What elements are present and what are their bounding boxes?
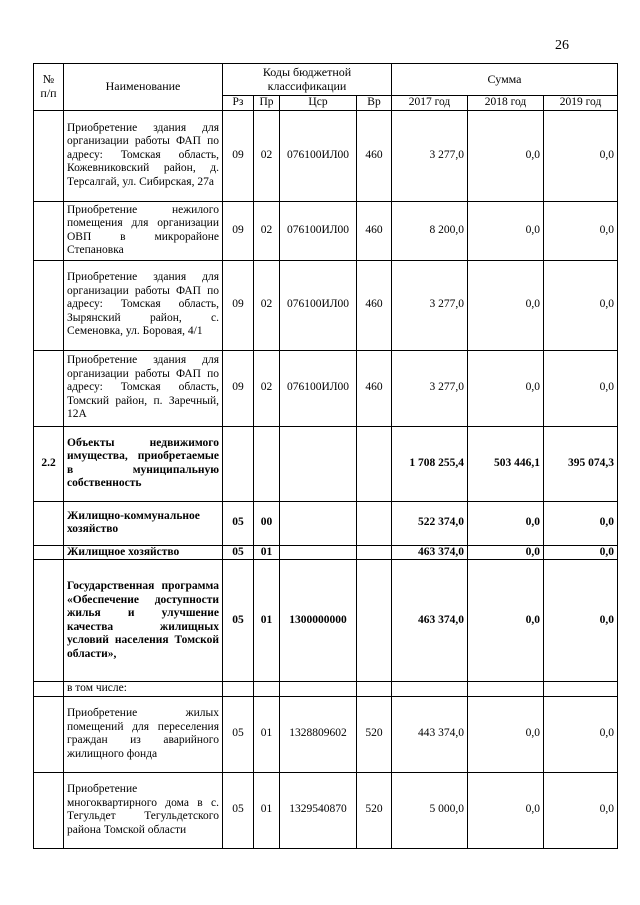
row-csr: 076100ИЛ00 [280, 201, 357, 260]
row-sum-2019: 0,0 [544, 501, 618, 545]
row-num [34, 772, 64, 848]
row-rz: 05 [223, 696, 254, 772]
row-sum-2019: 0,0 [544, 110, 618, 201]
row-sum-2018: 0,0 [468, 545, 544, 560]
row-csr [280, 545, 357, 560]
row-name: Приобретение здания для организации работы ФАП по адресу: Томская область, Зырянский район, с. Семеновка, ул. Боровая, 4/1 [64, 260, 223, 350]
row-vr: 460 [357, 201, 392, 260]
row-sum-2019: 0,0 [544, 260, 618, 350]
row-sum-2019: 0,0 [544, 350, 618, 426]
header-2017: 2017 год [392, 96, 468, 111]
row-rz [223, 426, 254, 501]
row-sum-2018: 0,0 [468, 696, 544, 772]
row-sum-2017: 3 277,0 [392, 350, 468, 426]
row-pr: 02 [254, 201, 280, 260]
row-csr: 1328809602 [280, 696, 357, 772]
header-pr: Пр [254, 96, 280, 111]
row-pr: 02 [254, 260, 280, 350]
header-vr: Вр [357, 96, 392, 111]
row-num [34, 260, 64, 350]
row-sum-2017: 1 708 255,4 [392, 426, 468, 501]
row-sum-2017: 443 374,0 [392, 696, 468, 772]
row-vr: 460 [357, 110, 392, 201]
row-sum-2019: 0,0 [544, 696, 618, 772]
row-sum-2017: 463 374,0 [392, 545, 468, 560]
row-pr: 02 [254, 110, 280, 201]
row-vr [357, 560, 392, 682]
row-csr: 076100ИЛ00 [280, 260, 357, 350]
row-num [34, 545, 64, 560]
row-vr: 520 [357, 772, 392, 848]
row-pr: 01 [254, 772, 280, 848]
row-rz: 05 [223, 545, 254, 560]
header-rz: Рз [223, 96, 254, 111]
row-sum-2018: 0,0 [468, 350, 544, 426]
page-number: 26 [555, 38, 569, 53]
row-name: Приобретение многоквартирного дома в с. Тегульдет Тегульдетского района Томской области [64, 772, 223, 848]
header-codes: Коды бюджетной классификации [223, 64, 392, 96]
row-sum-2018: 0,0 [468, 201, 544, 260]
row-sum-2018: 0,0 [468, 260, 544, 350]
row-name: Объекты недвижимого имущества, приобретаемые в муниципальную собственность [64, 426, 223, 501]
table-row [34, 501, 618, 545]
row-sum-2019: 0,0 [544, 545, 618, 560]
row-rz: 05 [223, 560, 254, 682]
row-name: Приобретение здания для организации работы ФАП по адресу: Томская область, Томский район, п. Заречный, 12А [64, 350, 223, 426]
budget-table [33, 63, 618, 849]
row-name: Приобретение здания для организации работы ФАП по адресу: Томская область, Кожевниковский район, д. Терсалгай, ул. Сибирская, 27а [64, 110, 223, 201]
table-row [34, 560, 618, 682]
row-rz: 09 [223, 110, 254, 201]
row-csr [280, 426, 357, 501]
row-sum-2017 [392, 682, 468, 697]
row-sum-2019: 0,0 [544, 560, 618, 682]
row-sum-2017: 5 000,0 [392, 772, 468, 848]
table-row [34, 260, 618, 350]
table-row [34, 696, 618, 772]
row-num [34, 560, 64, 682]
row-vr: 460 [357, 350, 392, 426]
row-csr [280, 682, 357, 697]
row-vr: 460 [357, 260, 392, 350]
header-2019: 2019 год [544, 96, 618, 111]
table-header [34, 64, 618, 111]
row-pr: 01 [254, 545, 280, 560]
row-sum-2017: 463 374,0 [392, 560, 468, 682]
row-sum-2019: 395 074,3 [544, 426, 618, 501]
header-sum: Сумма [392, 64, 618, 96]
row-num [34, 696, 64, 772]
row-name: Государственная программа «Обеспечение доступности жилья и улучшение качества жилищных условий населения Томской области», [64, 560, 223, 682]
header-name: Наименование [64, 64, 223, 111]
row-num [34, 110, 64, 201]
row-vr [357, 682, 392, 697]
table-row [34, 350, 618, 426]
row-vr [357, 545, 392, 560]
row-csr: 076100ИЛ00 [280, 350, 357, 426]
row-sum-2017: 3 277,0 [392, 110, 468, 201]
header-csr: Цср [280, 96, 357, 111]
table-row [34, 201, 618, 260]
row-sum-2018: 503 446,1 [468, 426, 544, 501]
row-sum-2018: 0,0 [468, 110, 544, 201]
row-name: Приобретение нежилого помещения для организации ОВП в микрорайоне Степановка [64, 201, 223, 260]
row-num [34, 350, 64, 426]
row-name: Жилищное хозяйство [64, 545, 223, 560]
row-rz: 05 [223, 772, 254, 848]
row-pr [254, 426, 280, 501]
header-2018: 2018 год [468, 96, 544, 111]
row-sum-2017: 8 200,0 [392, 201, 468, 260]
row-csr: 1300000000 [280, 560, 357, 682]
row-csr: 076100ИЛ00 [280, 110, 357, 201]
row-pr: 00 [254, 501, 280, 545]
row-csr: 1329540870 [280, 772, 357, 848]
row-sum-2019 [544, 682, 618, 697]
row-csr [280, 501, 357, 545]
row-vr [357, 426, 392, 501]
row-pr [254, 682, 280, 697]
row-rz: 09 [223, 260, 254, 350]
table-row [34, 772, 618, 848]
row-sum-2017: 3 277,0 [392, 260, 468, 350]
table-row [34, 426, 618, 501]
row-sum-2019: 0,0 [544, 201, 618, 260]
table-row [34, 682, 618, 697]
row-rz: 09 [223, 201, 254, 260]
row-pr: 02 [254, 350, 280, 426]
table-row [34, 545, 618, 560]
row-name: в том числе: [64, 682, 223, 697]
row-num: 2.2 [34, 426, 64, 501]
row-pr: 01 [254, 560, 280, 682]
row-sum-2018: 0,0 [468, 560, 544, 682]
table-row [34, 110, 618, 201]
header-num: № п/п [34, 64, 64, 111]
row-sum-2018: 0,0 [468, 501, 544, 545]
row-sum-2018 [468, 682, 544, 697]
row-vr [357, 501, 392, 545]
row-num [34, 201, 64, 260]
row-num [34, 501, 64, 545]
row-sum-2018: 0,0 [468, 772, 544, 848]
row-sum-2017: 522 374,0 [392, 501, 468, 545]
row-num [34, 682, 64, 697]
row-rz: 05 [223, 501, 254, 545]
row-rz: 09 [223, 350, 254, 426]
row-name: Приобретение жилых помещений для переселения граждан из аварийного жилищного фонда [64, 696, 223, 772]
row-sum-2019: 0,0 [544, 772, 618, 848]
row-name: Жилищно-коммунальное хозяйство [64, 501, 223, 545]
row-rz [223, 682, 254, 697]
row-vr: 520 [357, 696, 392, 772]
row-pr: 01 [254, 696, 280, 772]
